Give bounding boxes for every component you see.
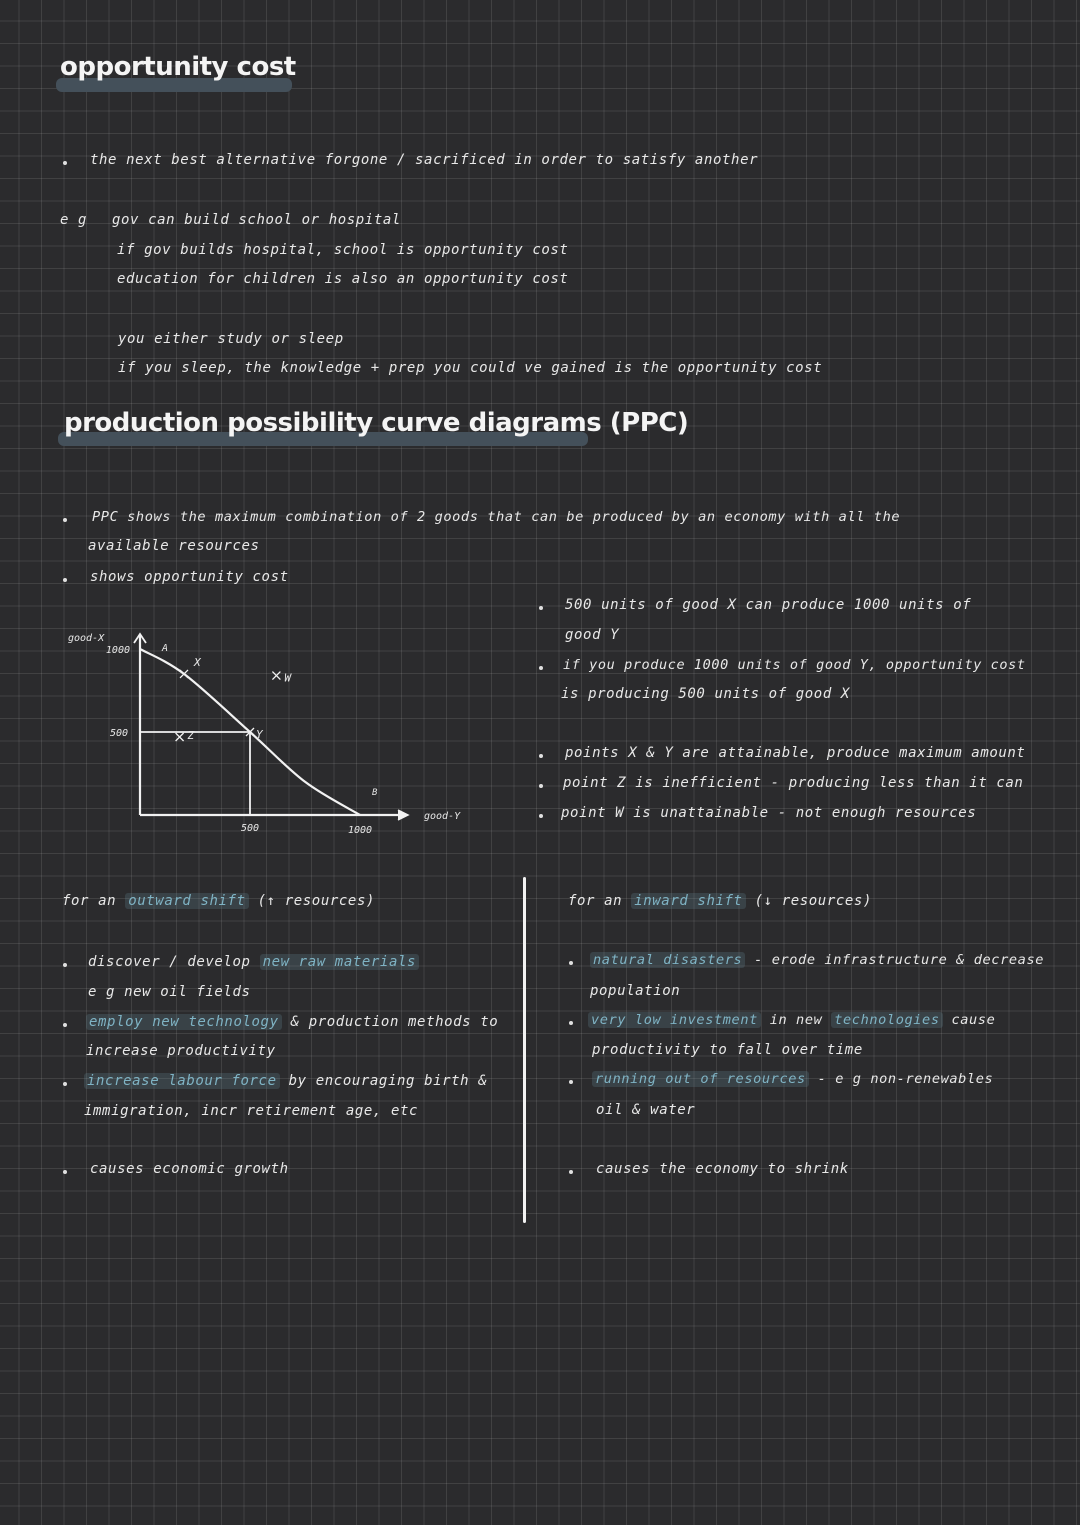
- inward-heading-suffix: (↓ resources): [754, 893, 872, 909]
- eg-line-2: if gov builds hospital, school is opportunity cost: [117, 242, 569, 258]
- bullet-dot: [539, 666, 543, 670]
- inward-heading-prefix: for an: [568, 893, 623, 909]
- inward-b3-rest: - e g non-renewables: [817, 1071, 994, 1087]
- inward-bullet-2-line-2: productivity to fall over time: [592, 1042, 863, 1058]
- eg-line-1: gov can build school or hospital: [112, 212, 401, 228]
- ppc-title: production possibility curve diagrams (PPC): [64, 408, 689, 438]
- inward-bullet-1: [590, 952, 1044, 968]
- bullet-dot: [63, 963, 67, 967]
- explain-4: point Z is inefficient - producing less than it can: [563, 775, 1024, 791]
- inward-bullet-4: causes the economy to shrink: [596, 1161, 849, 1177]
- x-tick-label: 1000: [347, 825, 373, 836]
- point-a-label: A: [162, 643, 169, 654]
- outward-bullet-3-line-2: immigration, incr retirement age, etc: [84, 1103, 419, 1119]
- point-b-label: B: [372, 788, 378, 798]
- outward-b2-highlight: employ new technology: [86, 1014, 282, 1030]
- explain-5: point W is unattainable - not enough resources: [561, 805, 977, 821]
- x-tick-label: 500: [240, 823, 260, 834]
- outward-bullet-2: [86, 1014, 498, 1030]
- explain-1-line-2: good Y: [565, 627, 620, 643]
- inward-b2-rest: cause: [951, 1012, 996, 1028]
- outward-shift-highlight: outward shift: [125, 893, 248, 909]
- opportunity-cost-title: opportunity cost: [60, 52, 296, 82]
- y-axis-label: good-X: [68, 633, 105, 644]
- inward-b2-highlight-2: technologies: [831, 1012, 942, 1028]
- ppc-bullet-2: shows opportunity cost: [90, 569, 289, 585]
- outward-b1-prefix: discover / develop: [88, 954, 251, 970]
- outward-b2-rest: & production methods to: [290, 1014, 499, 1030]
- inward-heading: [568, 893, 872, 909]
- bullet-dot: [569, 1170, 573, 1174]
- inward-bullet-3-line-2: oil & water: [596, 1102, 696, 1118]
- point-w-label: W: [284, 671, 292, 685]
- bullet-dot: [63, 1023, 67, 1027]
- explain-2-line-1: if you produce 1000 units of good Y, opportunity cost: [563, 657, 1026, 673]
- point-x-label: X: [194, 655, 201, 669]
- point-w-marker: [272, 672, 280, 680]
- bullet-dot: [539, 784, 543, 788]
- ppc-bullet-1-line-2: available resources: [88, 538, 260, 554]
- y-tick-label: 500: [109, 728, 128, 739]
- y-tick-label: 1000: [105, 645, 130, 656]
- eg2-line-1: you either study or sleep: [118, 331, 344, 347]
- outward-b3-highlight: increase labour force: [84, 1073, 280, 1089]
- eg2-line-2: if you sleep, the knowledge + prep you could ve gained is the opportunity cost: [118, 360, 823, 376]
- bullet-dot: [569, 961, 573, 965]
- outward-heading-prefix: for an: [62, 893, 117, 909]
- bullet-dot: [63, 1082, 67, 1086]
- eg-line-3: education for children is also an opportunity cost: [117, 271, 569, 287]
- bullet-dot: [569, 1080, 573, 1084]
- outward-bullet-2-line-2: increase productivity: [86, 1043, 276, 1059]
- definition-text: the next best alternative forgone / sacrificed in order to satisfy another: [90, 152, 759, 168]
- point-z-label: Z: [187, 728, 195, 742]
- x-axis-label: good-Y: [424, 811, 461, 822]
- bullet-dot: [539, 754, 543, 758]
- bullet-dot: [569, 1021, 573, 1025]
- column-divider: [523, 877, 526, 1223]
- point-z-marker: [176, 733, 184, 741]
- outward-b1-highlight: new raw materials: [260, 954, 420, 970]
- explain-2-line-2: is producing 500 units of good X: [561, 686, 850, 702]
- point-y-label: Y: [256, 728, 263, 741]
- inward-b1-highlight: natural disasters: [590, 952, 745, 968]
- point-x-marker: [180, 670, 188, 678]
- inward-bullet-2: [588, 1012, 995, 1028]
- explain-3: points X & Y are attainable, produce maximum amount: [565, 745, 1026, 761]
- inward-bullet-1-line-2: population: [590, 983, 681, 999]
- ppc-bullet-1-line-1: PPC shows the maximum combination of 2 goods that can be produced by an economy with all the: [92, 509, 901, 525]
- outward-heading: [62, 893, 375, 909]
- bullet-dot: [539, 814, 543, 818]
- inward-b2-highlight-1: very low investment: [588, 1012, 761, 1028]
- inward-b3-highlight: running out of resources: [592, 1071, 809, 1087]
- outward-heading-suffix: (↑ resources): [257, 893, 375, 909]
- outward-bullet-3: [84, 1073, 487, 1089]
- outward-bullet-1-line-2: e g new oil fields: [88, 984, 251, 1000]
- inward-shift-highlight: inward shift: [631, 893, 745, 909]
- explain-1-line-1: 500 units of good X can produce 1000 units of: [565, 597, 972, 613]
- inward-b2-mid: in new: [769, 1012, 823, 1028]
- outward-b3-rest: by encouraging birth &: [288, 1073, 488, 1089]
- inward-b1-rest: - erode infrastructure & decrease: [754, 952, 1045, 968]
- eg-label: e g: [60, 212, 88, 228]
- outward-bullet-1: [88, 954, 419, 970]
- outward-bullet-4: causes economic growth: [90, 1161, 289, 1177]
- inward-bullet-3: [592, 1071, 993, 1087]
- bullet-dot: [539, 606, 543, 610]
- bullet-dot: [63, 1170, 67, 1174]
- x-axis-arrow: [398, 810, 408, 820]
